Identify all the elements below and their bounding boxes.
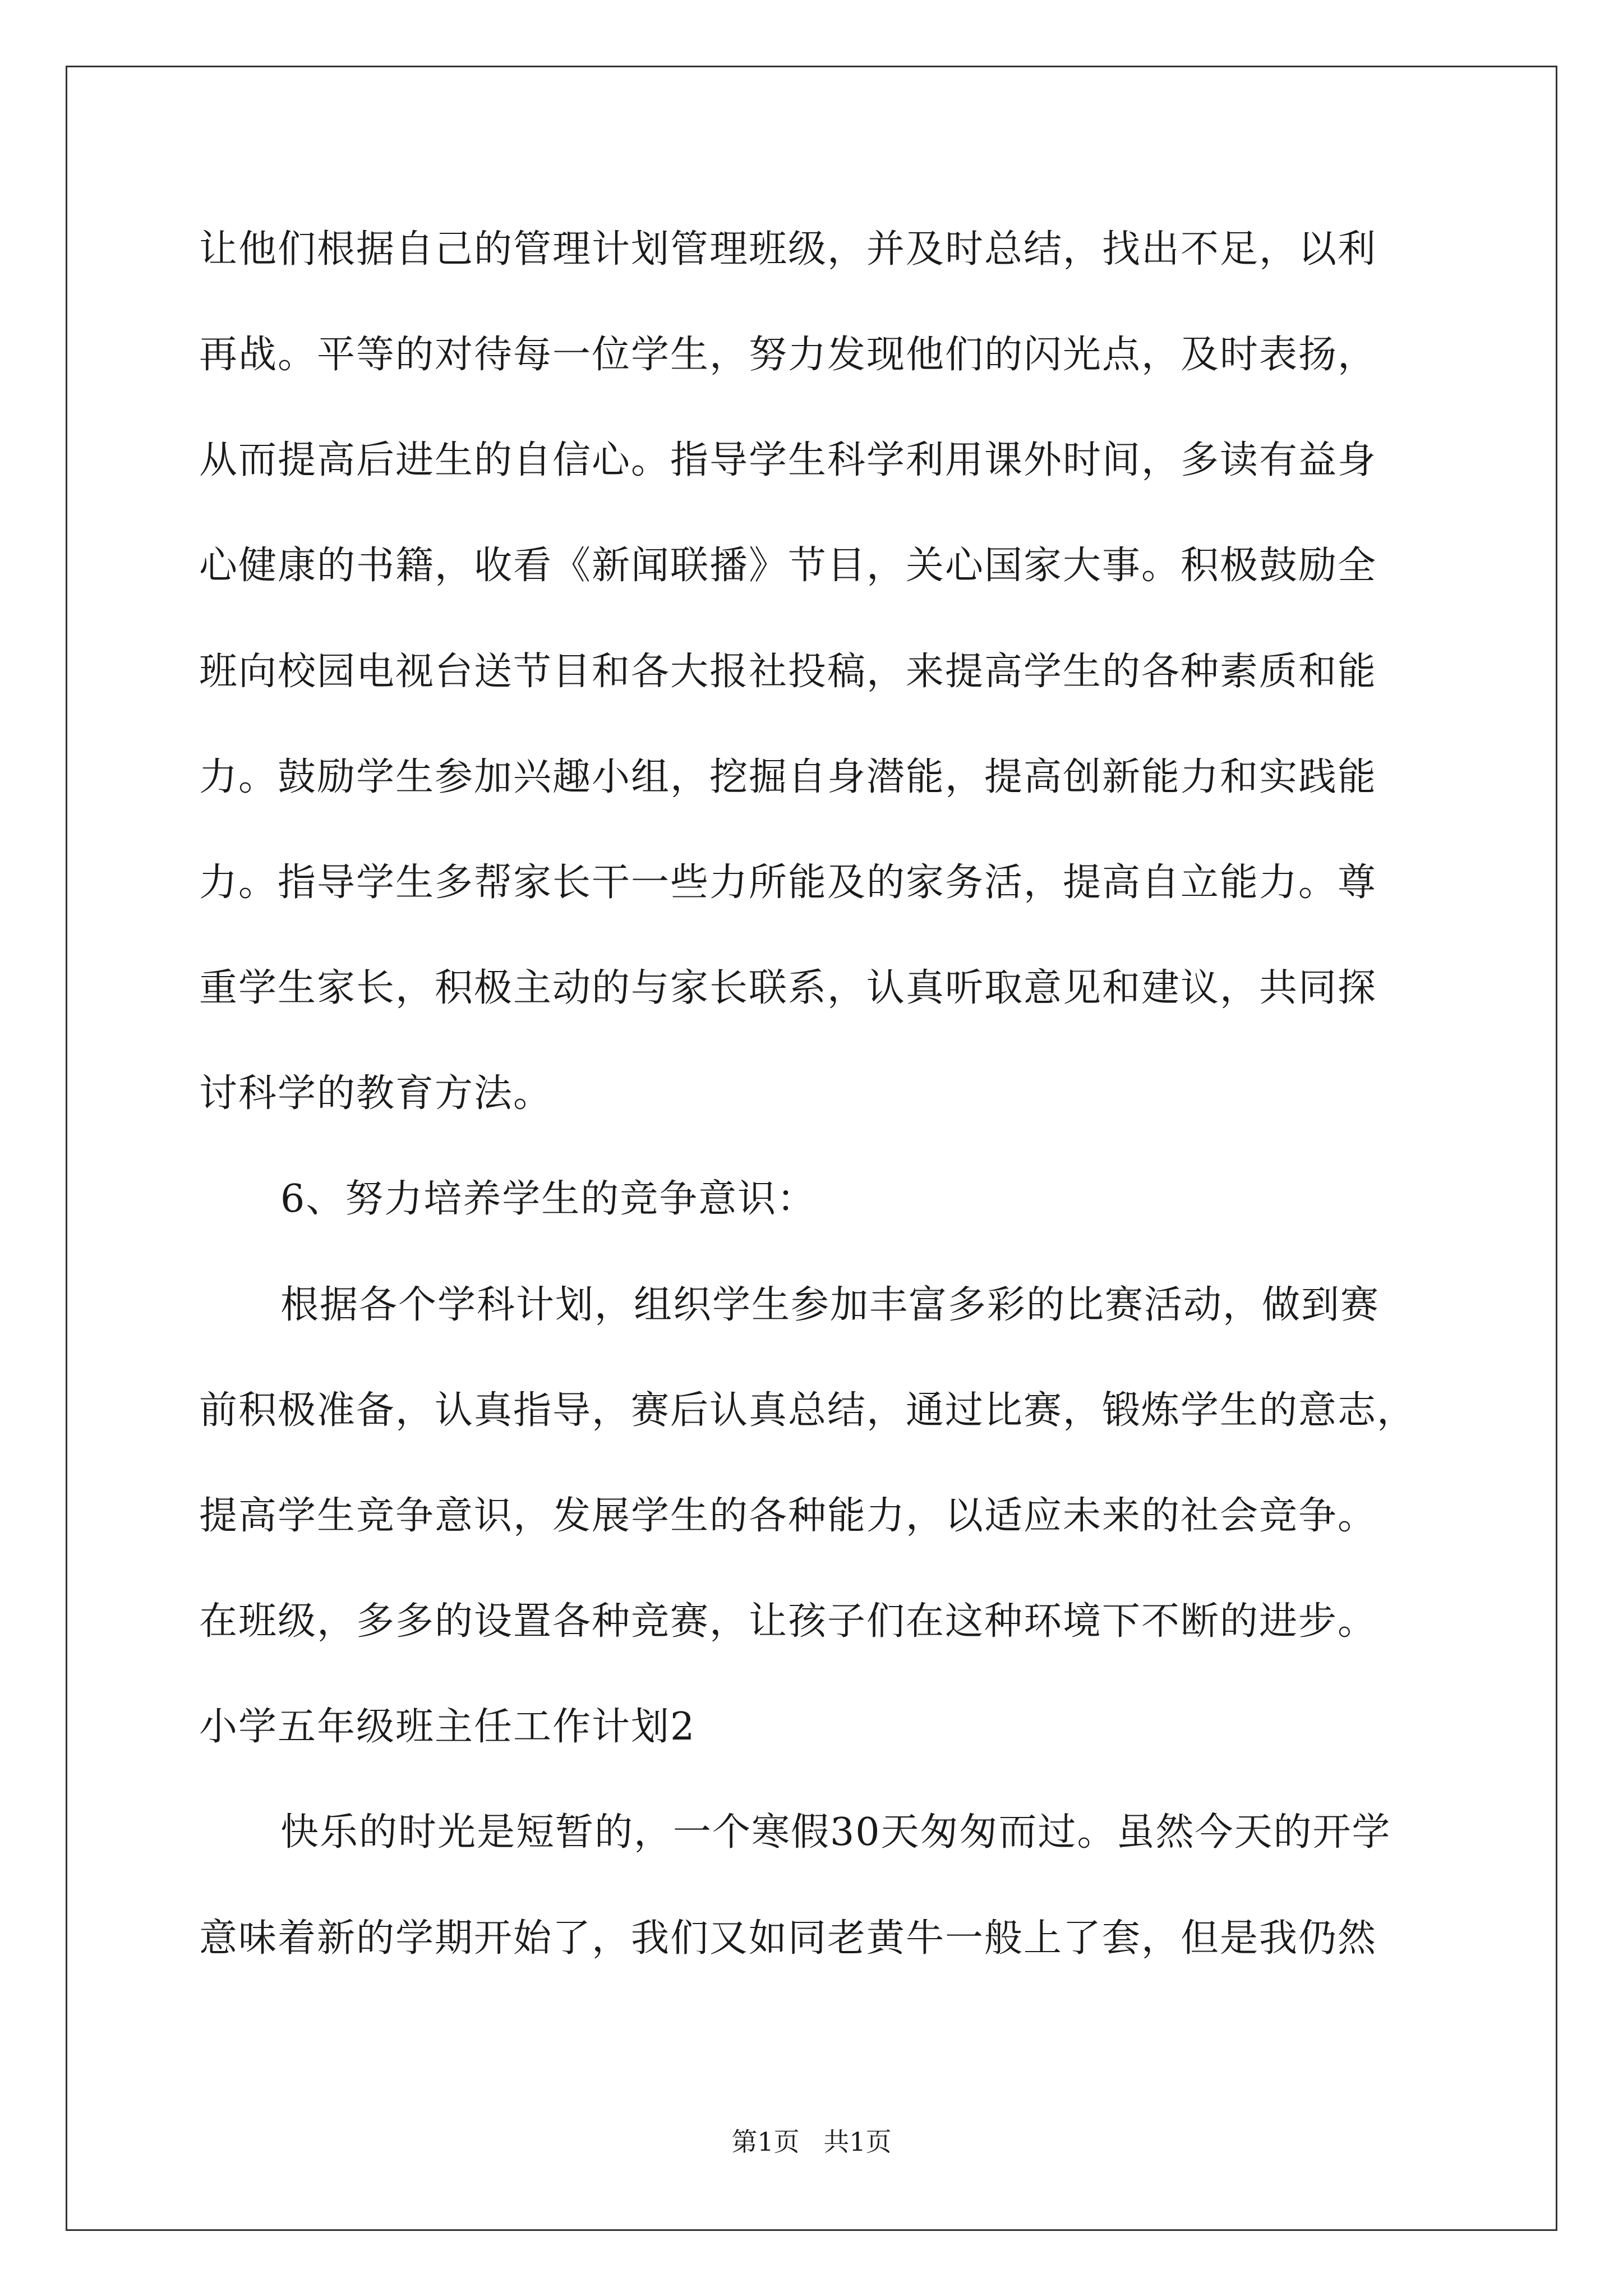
body-line-11: 根据各个学科计划，组织学生参加丰富多彩的比赛活动，做到赛 <box>280 1283 1380 1327</box>
body-line-13: 提高学生竞争意识，发展学生的各种能力，以适应未来的社会竞争。 <box>199 1494 1377 1538</box>
page-number: 第1页 <box>731 2127 800 2157</box>
body-line-8: 重学生家长，积极主动的与家长联系，认真听取意见和建议，共同探 <box>199 966 1377 1010</box>
body-line-17: 意味着新的学期开始了，我们又如同老黄牛一般上了套，但是我仍然 <box>199 1916 1377 1961</box>
body-line-7: 力。指导学生多帮家长干一些力所能及的家务活，提高自立能力。尊 <box>199 861 1377 905</box>
body-line-4: 心健康的书籍，收看《新闻联播》节目，关心国家大事。积极鼓励全 <box>199 544 1377 588</box>
body-line-6: 力。鼓励学生参加兴趣小组，挖掘自身潜能，提高创新能力和实践能 <box>199 755 1377 799</box>
page-total: 共1页 <box>823 2127 892 2157</box>
body-line-1: 让他们根据自己的管理计划管理班级，并及时总结，找出不足，以利 <box>199 227 1377 272</box>
body-line-9: 讨科学的教育方法。 <box>199 1071 553 1116</box>
section-title: 小学五年级班主任工作计划2 <box>199 1705 696 1749</box>
page-footer <box>0 2125 1623 2159</box>
section-heading: 6、努力培养学生的竞争意识： <box>280 1177 817 1221</box>
page-border <box>66 66 1557 2231</box>
body-line-16: 快乐的时光是短暂的，一个寒假30天匆匆而过。虽然今天的开学 <box>280 1810 1391 1855</box>
body-line-2: 再战。平等的对待每一位学生，努力发现他们的闪光点，及时表扬， <box>199 333 1377 377</box>
body-line-5: 班向校园电视台送节目和各大报社投稿，来提高学生的各种素质和能 <box>199 650 1377 694</box>
body-line-3: 从而提高后进生的自信心。指导学生科学利用课外时间，多读有益身 <box>199 438 1377 482</box>
body-line-14: 在班级，多多的设置各种竞赛，让孩子们在这种环境下不断的进步。 <box>199 1599 1377 1644</box>
body-line-12: 前积极准备，认真指导，赛后认真总结，通过比赛，锻炼学生的意志， <box>199 1388 1417 1433</box>
